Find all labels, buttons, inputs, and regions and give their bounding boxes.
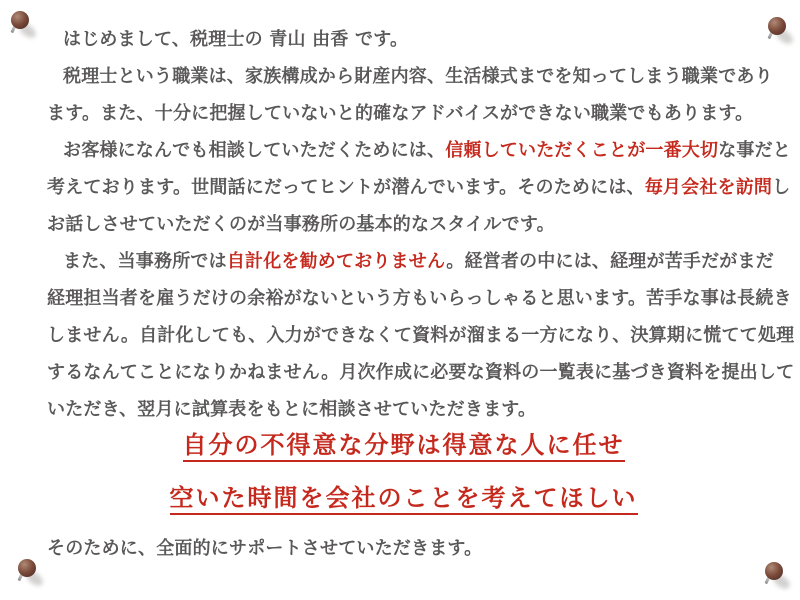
text-line [47,132,792,169]
text-segment: しません。自計化しても、入力ができなくて資料が溜まる一方になり、決算期に慌てて処理 [47,325,795,346]
text-segment: するなんてことになりかねません。月次作成に必要な資料の一覧表に基づき資料を提出して [47,362,795,383]
text-segment: 税理士という職業は、家族構成から財産内容、生活様式までを知ってしまう職業であり [63,66,773,87]
text-line-greeting [47,21,760,58]
letter-body [47,21,795,567]
headline-text: 自分の不得意な分野は得意な人に任せ [183,431,625,462]
text-segment: そのために、全面的にサポートさせていただきます。 [47,538,483,559]
text-segment: また、当事務所では [63,251,227,272]
push-pin-icon [16,558,46,590]
text-line [47,354,795,391]
text-line [47,169,791,206]
closing-line [47,530,760,567]
text-segment: 経理担当者を雇うだけの余裕がないという方もいらっしゃると思います。苦手な事は長続き [47,288,792,309]
text-line [47,206,760,243]
text-segment: お客様になんでも相談していただくためには、 [63,140,446,161]
headline-second [47,481,760,515]
text-segment: な事だと [718,140,792,161]
text-segment: 考えております。世間話にだってヒントが潜んでいます。そのためには、 [47,177,645,198]
text-segment: し [772,177,791,198]
text-line [47,95,760,132]
pin-ball [765,562,783,580]
pin-ball [18,559,36,577]
pin-ball [11,11,29,29]
text-segment: 。経営者の中には、経理が苦手だがまだ [446,251,774,272]
text-segment: ます。また、十分に把握していないと的確なアドバイスができない職業でもあります。 [47,103,754,124]
text-segment: お話しさせていただくのが当事務所の基本的なスタイルです。 [47,214,555,235]
text-line [47,391,760,428]
text-line [47,243,774,280]
text-segment-emphasis: 信頼していただくことが一番大切 [445,140,719,161]
push-pin-icon [763,561,793,593]
text-segment: いただき、翌月に試算表をもとに相談させていただきます。 [47,399,537,420]
pin-ball [768,17,786,35]
text-line [47,58,773,95]
text-segment-emphasis: 毎月会社を訪問 [644,177,773,198]
push-pin-icon [9,10,39,42]
push-pin-icon [766,16,796,48]
text-line [47,317,795,354]
headline-text: 空いた時間を会社のことを考えてほしい [170,484,638,515]
text-segment: はじめまして、税理士の 青山 由香 です。 [63,29,409,50]
headline-first [47,428,760,462]
text-line [47,280,792,317]
text-segment-emphasis: 自計化を勧めておりません [226,251,447,272]
